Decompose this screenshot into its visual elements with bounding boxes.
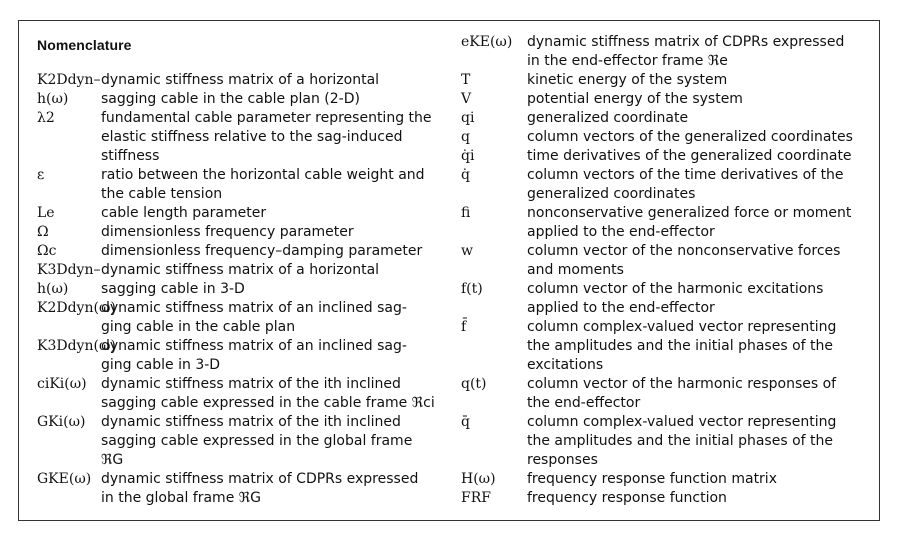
nomenclature-entry — [37, 337, 441, 375]
entry-description-line: generalized coordinates — [527, 186, 696, 202]
entry-description-line: sagging cable expressed in the global frame — [101, 433, 413, 449]
entry-description — [527, 71, 869, 90]
nomenclature-entry — [461, 375, 869, 413]
left-column — [37, 33, 441, 508]
entry-symbol: q̄ — [461, 414, 470, 430]
entry-description — [101, 261, 441, 299]
nomenclature-entry — [461, 413, 869, 470]
entry-description-line: fundamental cable parameter representing the — [101, 110, 432, 126]
entry-description-line: the end-effector — [527, 395, 641, 411]
entry-description-line: nonconservative generalized force or moment — [527, 205, 852, 221]
entry-description — [527, 489, 869, 508]
entry-symbol: K3Ddyn–h(ω) — [37, 262, 101, 297]
entry-description-line: elastic stiffness relative to the sag-induced — [101, 129, 403, 145]
entry-description-line: column vector of the harmonic excitations — [527, 281, 824, 297]
nomenclature-entry — [37, 375, 441, 413]
entry-description-line: dynamic stiffness matrix of a horizontal — [101, 262, 380, 278]
nomenclature-entry — [37, 470, 441, 508]
entry-description — [527, 375, 869, 413]
entry-description — [101, 204, 441, 223]
nomenclature-entry — [461, 280, 869, 318]
entry-symbol: q(t) — [461, 376, 487, 392]
entry-symbol: fi — [461, 205, 471, 221]
entry-description — [527, 470, 869, 489]
entry-symbol: K3Ddyn(ω) — [37, 338, 116, 354]
entry-symbol: f̄ — [461, 319, 467, 335]
right-column — [461, 33, 869, 508]
nomenclature-entry — [461, 318, 869, 375]
entry-description-line: dynamic stiffness matrix of CDPRs expressed — [527, 34, 845, 50]
entry-description — [527, 318, 869, 375]
nomenclature-entry — [37, 166, 441, 204]
nomenclature-entry — [461, 204, 869, 242]
entry-symbol: GKi(ω) — [37, 414, 86, 430]
entry-description-line: generalized coordinate — [527, 110, 689, 126]
right-entry-list — [461, 33, 869, 508]
nomenclature-entry — [461, 147, 869, 166]
nomenclature-entry — [37, 261, 441, 299]
entry-symbol: Ω — [37, 224, 49, 240]
entry-symbol: qi — [461, 110, 475, 126]
entry-description-line: the amplitudes and the initial phases of the — [527, 338, 833, 354]
entry-description-line: frequency response function matrix — [527, 471, 777, 487]
entry-description-line: column complex-valued vector representing — [527, 414, 837, 430]
entry-description — [527, 33, 869, 71]
entry-description — [527, 90, 869, 109]
nomenclature-entry — [461, 470, 869, 489]
nomenclature-entry — [37, 204, 441, 223]
entry-description — [527, 128, 869, 147]
entry-symbol: GKE(ω) — [37, 471, 92, 487]
entry-description-line: ging cable in 3-D — [101, 357, 221, 373]
entry-description-line: sagging cable expressed in the cable frame ℜci — [101, 395, 435, 411]
nomenclature-entry — [461, 109, 869, 128]
entry-symbol: Ωc — [37, 243, 57, 259]
entry-description-line: kinetic energy of the system — [527, 72, 728, 88]
nomenclature-entry — [37, 299, 441, 337]
entry-description-line: responses — [527, 452, 598, 468]
nomenclature-entry — [461, 242, 869, 280]
entry-description — [101, 375, 441, 413]
entry-description — [101, 109, 441, 166]
entry-description-line: the amplitudes and the initial phases of the — [527, 433, 833, 449]
entry-symbol: V — [461, 91, 472, 107]
entry-description-line: frequency response function — [527, 490, 727, 506]
entry-description-line: cable length parameter — [101, 205, 267, 221]
entry-description-line: dynamic stiffness matrix of a horizontal — [101, 72, 380, 88]
entry-description-line: in the end-effector frame ℜe — [527, 53, 728, 69]
entry-description-line: column vector of the nonconservative forces — [527, 243, 841, 259]
entry-description-line: sagging cable in 3-D — [101, 281, 245, 297]
entry-symbol: q — [461, 129, 470, 145]
entry-description — [527, 204, 869, 242]
entry-description-line: ℜG — [101, 452, 124, 468]
entry-description-line: ratio between the horizontal cable weight and — [101, 167, 425, 183]
entry-description-line: dimensionless frequency parameter — [101, 224, 354, 240]
nomenclature-entry — [461, 71, 869, 90]
entry-symbol: eKE(ω) — [461, 34, 513, 50]
entry-symbol: q̇ — [461, 167, 470, 183]
entry-description-line: applied to the end-effector — [527, 224, 715, 240]
entry-description — [101, 242, 441, 261]
entry-description — [527, 242, 869, 280]
entry-description-line: applied to the end-effector — [527, 300, 715, 316]
entry-description — [101, 299, 441, 337]
entry-description-line: column vectors of the time derivatives of the — [527, 167, 844, 183]
entry-description-line: dynamic stiffness matrix of CDPRs expressed — [101, 471, 419, 487]
entry-description-line: ging cable in the cable plan — [101, 319, 296, 335]
nomenclature-entry — [37, 413, 441, 470]
entry-symbol: H(ω) — [461, 471, 496, 487]
nomenclature-entry — [37, 109, 441, 166]
entry-description — [101, 223, 441, 242]
entry-description — [527, 280, 869, 318]
entry-symbol: K2Ddyn–h(ω) — [37, 72, 101, 107]
entry-description-line: dynamic stiffness matrix of the ith inclined — [101, 376, 401, 392]
entry-description-line: time derivatives of the generalized coordinate — [527, 148, 852, 164]
nomenclature-entry — [461, 489, 869, 508]
entry-description — [527, 166, 869, 204]
entry-description — [101, 413, 441, 470]
entry-description-line: dynamic stiffness matrix of an inclined sag- — [101, 338, 407, 354]
entry-description — [101, 470, 441, 508]
entry-symbol: K2Ddyn(ω) — [37, 300, 116, 316]
nomenclature-entry — [37, 223, 441, 242]
nomenclature-entry — [461, 90, 869, 109]
entry-description — [527, 109, 869, 128]
entry-description — [527, 413, 869, 470]
entry-description-line: column vector of the harmonic responses of — [527, 376, 837, 392]
entry-symbol: Le — [37, 205, 55, 221]
entry-description-line: dynamic stiffness matrix of the ith inclined — [101, 414, 401, 430]
entry-symbol: w — [461, 243, 473, 259]
entry-description-line: excitations — [527, 357, 604, 373]
entry-symbol: q̇i — [461, 148, 475, 164]
entry-description-line: sagging cable in the cable plan (2-D) — [101, 91, 360, 107]
entry-symbol: ciKi(ω) — [37, 376, 87, 392]
entry-description — [101, 337, 441, 375]
entry-description — [527, 147, 869, 166]
entry-symbol: FRF — [461, 490, 491, 506]
entry-description-line: potential energy of the system — [527, 91, 743, 107]
entry-description-line: dimensionless frequency–damping parameter — [101, 243, 423, 259]
left-entry-list — [37, 71, 441, 508]
entry-description-line: dynamic stiffness matrix of an inclined sag- — [101, 300, 407, 316]
nomenclature-entry — [461, 166, 869, 204]
entry-description-line: in the global frame ℜG — [101, 490, 261, 506]
entry-description-line: column complex-valued vector representing — [527, 319, 837, 335]
entry-symbol: ε — [37, 167, 45, 183]
entry-symbol: λ2 — [37, 110, 55, 126]
nomenclature-entry — [461, 33, 869, 71]
nomenclature-entry — [37, 71, 441, 109]
entry-description-line: the cable tension — [101, 186, 223, 202]
entry-description-line: column vectors of the generalized coordinates — [527, 129, 853, 145]
entry-description — [101, 166, 441, 204]
entry-description-line: stiffness — [101, 148, 160, 164]
entry-description-line: and moments — [527, 262, 624, 278]
entry-symbol: f(t) — [461, 281, 483, 297]
entry-symbol: T — [461, 72, 471, 88]
nomenclature-box — [18, 20, 880, 521]
nomenclature-entry — [461, 128, 869, 147]
nomenclature-heading: Nomenclature — [37, 37, 132, 53]
nomenclature-entry — [37, 242, 441, 261]
entry-description — [101, 71, 441, 109]
